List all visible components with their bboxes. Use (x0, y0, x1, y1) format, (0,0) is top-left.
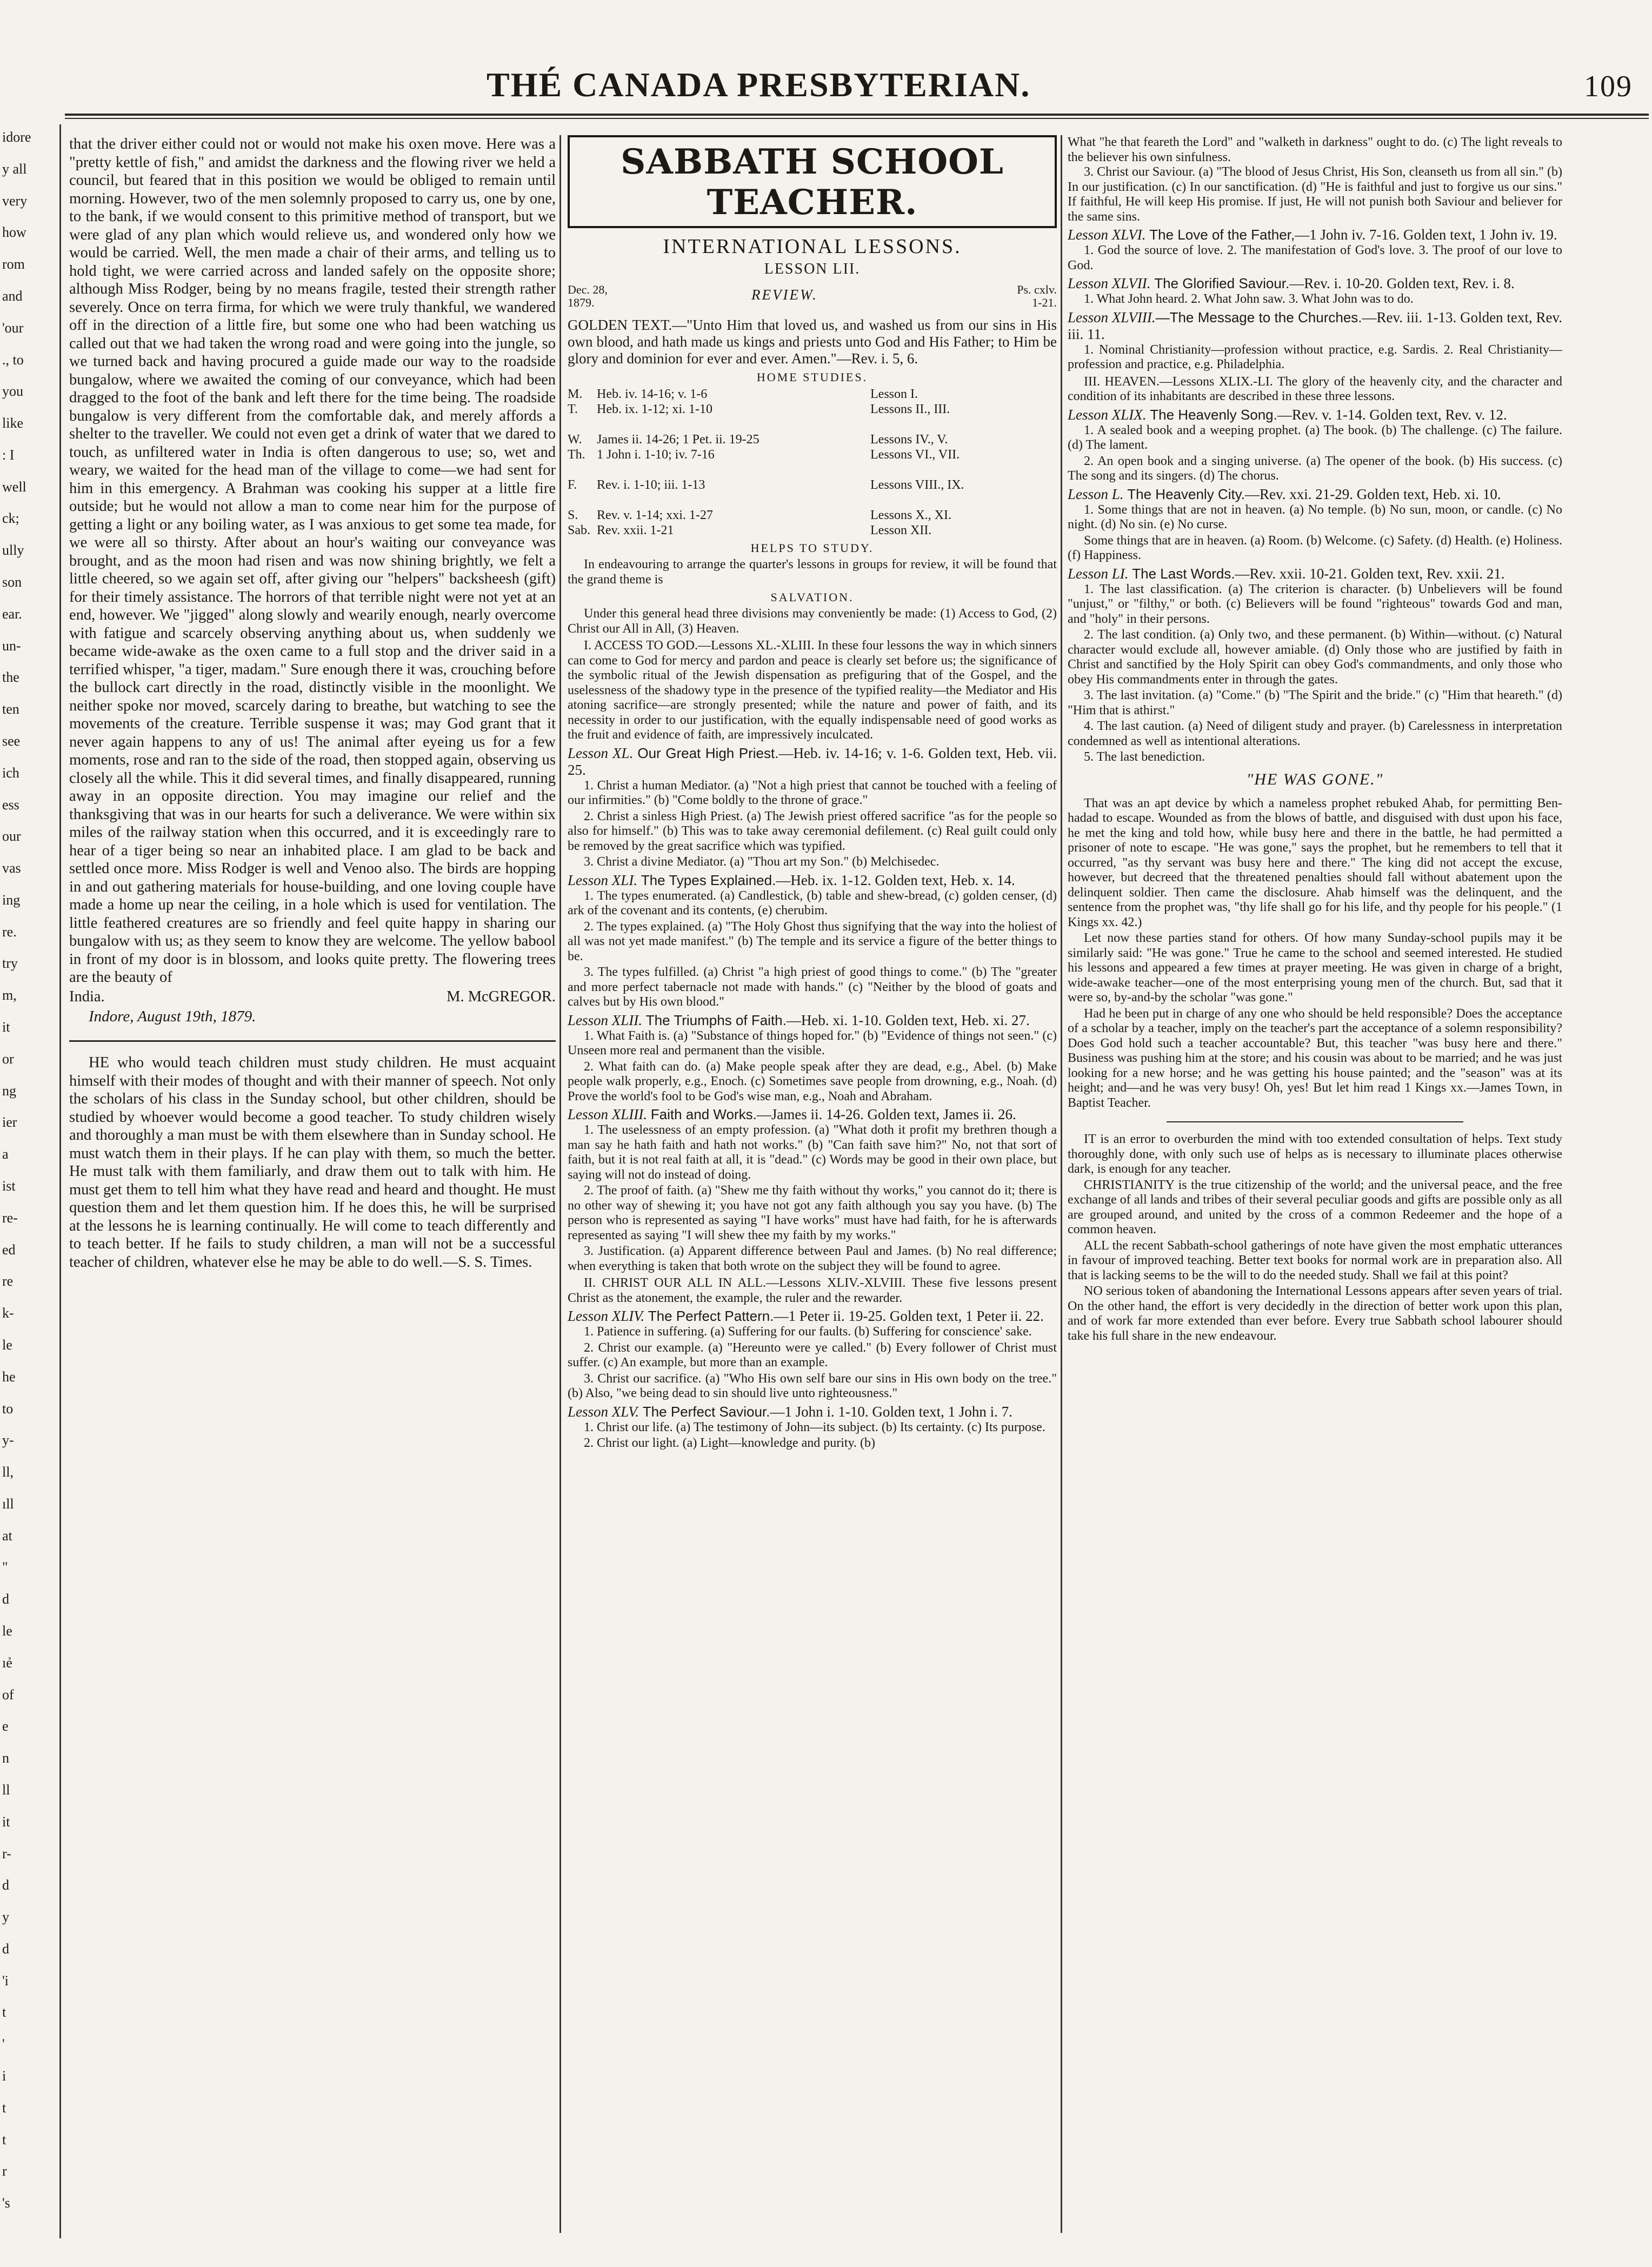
article-title: "HE WAS GONE." (1246, 770, 1384, 788)
lesson-points (1068, 343, 1562, 373)
lesson-title: Faith and Works. (650, 1106, 757, 1122)
page-number: 109 (1584, 70, 1633, 103)
review-date-day: Dec. 28, (568, 283, 608, 296)
lesson-label: Lesson XLVIII. (1068, 309, 1156, 325)
helps-title: HELPS TO STUDY. (750, 541, 874, 555)
home-study-day: F. (568, 478, 577, 492)
lesson-title: The Types Explained. (641, 872, 776, 888)
home-study-lesson: Lesson I. (870, 387, 918, 401)
signature-line (69, 988, 556, 1006)
margin-fragment: ıẻ (2, 1655, 12, 1671)
lesson-heading (1068, 566, 1562, 582)
lesson-points (568, 889, 1057, 1010)
margin-fragment: ier (2, 1114, 17, 1130)
lesson-reference: —Rev. v. 1-14. Golden text, Rev. v. 12. (1277, 406, 1507, 423)
helps-intro: In endeavouring to arrange the quarter's lessons in groups for review, it will be found that the grand theme is (568, 557, 1057, 587)
column-rule-left (559, 135, 561, 2233)
home-studies-list (568, 387, 1057, 538)
margin-fragment: le (2, 1337, 12, 1353)
lesson-points (1068, 582, 1562, 765)
paragraph: 2. An open book and a singing universe. (a) The opener of the book. (b) His success. (c) The song and its singers. (d) The chorus. (1068, 454, 1562, 483)
paragraph: 1. The types enumerated. (a) Candlestick, (b) table and shew-bread, (c) golden censer, (d) ark of the covenant and its contents, (e) cherubim. (568, 888, 1057, 918)
lesson-block (1068, 309, 1562, 373)
running-title: THÉ CANADA PRESBYTERIAN. (487, 65, 1031, 104)
paragraph: 3. The last invitation. (a) "Come." (b) "The Spirit and the bride." (c) "Him that heareth." (d) "Him that is athirst." (1068, 688, 1562, 717)
home-study-lesson: Lessons IV., V. (870, 433, 948, 447)
lesson-heading (568, 1308, 1057, 1325)
lesson-reference: —Rev. i. 10-20. Golden text, Rev. i. 8. (1289, 275, 1515, 291)
margin-fragment: y all (2, 161, 27, 177)
paragraph: Had he been put in charge of any one who should be held responsible? Does the acceptance of a scholar by a teacher, imply on the teacher's part the acceptance of a solemn responsibility? Does God hold such a teacher accountable? But, this teacher "was busy here and there." Business was pushing him at the store; and his cousin was about to be married; and he was just looking for a new horse; and he was getting his house painted; and the "season" was at its height; and—and he was very busy! Oh, yes! But let him read 1 Kings xx.—James Town, in Baptist Teacher. (1068, 1006, 1562, 1110)
margin-fragment: a (2, 1146, 9, 1162)
review-psalm (1017, 283, 1057, 309)
paragraph: CHRISTIANITY is the true citizenship of the world; and the universal peace, and the free exchange of all lands and tribes of their several peculiar goods and gifts are possible only as all are grouped around, and united by the cross of a common Redeemer and the hope of a common heaven. (1068, 1178, 1562, 1236)
right-column (1068, 135, 1562, 2233)
lesson-title: Our Great High Priest. (637, 744, 779, 761)
margin-fragment: ich (2, 765, 19, 781)
margin-fragment: rom (2, 256, 25, 272)
home-study-ref: James ii. 14-26; 1 Pet. ii. 19-25 (597, 433, 760, 447)
margin-fragment: ' (2, 2036, 5, 2052)
margin-fragment: ing (2, 892, 21, 908)
header-rule (65, 114, 1649, 116)
margin-fragment: 'our (2, 320, 24, 336)
lesson-label: Lesson L. (1068, 486, 1124, 502)
home-study-lesson: Lessons X., XI. (870, 508, 951, 522)
home-study-ref: 1 John i. 1-10; iv. 7-16 (597, 448, 715, 462)
margin-fragment: ully (2, 542, 24, 558)
home-study-row (568, 447, 1057, 477)
lesson-number: LESSON LII. (764, 261, 861, 277)
lesson-block (568, 745, 1057, 870)
margin-fragment: : I (2, 447, 15, 463)
lesson-points (1068, 423, 1562, 484)
margin-fragment: it (2, 1019, 10, 1035)
home-study-row (568, 387, 1057, 402)
margin-fragment: y (2, 1909, 9, 1925)
lesson-label: Lesson XLVI. (1068, 227, 1146, 243)
margin-fragment: 's (2, 2195, 10, 2211)
paragraph: 3. Christ a divine Mediator. (a) "Thou art my Son." (b) Melchisedec. (584, 855, 940, 869)
lesson-reference: —Rev. xxii. 10-21. Golden text, Rev. xxii. 21. (1235, 565, 1505, 582)
margin-fragment: t (2, 2004, 6, 2020)
margin-fragment: ıll (2, 1496, 14, 1512)
margin-fragment: ng (2, 1083, 16, 1099)
facing-page-margin-fragments (2, 130, 35, 2267)
home-study-day: Sab. (568, 523, 590, 537)
paragraph: 1. Christ a human Mediator. (a) "Not a high priest that cannot be touched with a feeling of our infirmities." (b) "Come boldly to the throne of grace." (568, 778, 1057, 807)
margin-fragment: or (2, 1051, 14, 1067)
home-study-row (568, 402, 1057, 432)
margin-fragment: ed (2, 1242, 16, 1258)
margin-fragment: idore (2, 129, 31, 145)
margin-fragment: d (2, 1591, 9, 1607)
margin-fragment: r- (2, 1846, 11, 1862)
home-study-day: W. (568, 433, 582, 447)
paragraph: 1. Christ our life. (a) The testimony of John—its subject. (b) Its certainty. (c) Its purpose. (584, 1420, 1045, 1434)
lesson-title: The Perfect Pattern. (648, 1308, 774, 1324)
paragraph: 5. The last benediction. (1084, 750, 1205, 764)
lesson-block (568, 1308, 1057, 1401)
lesson-title: The Heavenly Song. (1150, 406, 1277, 423)
lesson-heading (1068, 227, 1562, 243)
margin-fragment: ist (2, 1178, 16, 1194)
lesson-label: Lesson XLIV. (568, 1308, 645, 1324)
margin-fragment: " (2, 1559, 8, 1575)
lesson-reference: —Rev. xxi. 21-29. Golden text, Heb. xi. 10. (1245, 486, 1501, 502)
review-title: REVIEW. (751, 287, 818, 303)
lesson-block (1068, 275, 1562, 307)
margin-fragment: how (2, 224, 26, 240)
lesson-block (568, 1404, 1057, 1451)
lesson-reference: —1 Peter ii. 19-25. Golden text, 1 Peter ii. 22. (774, 1308, 1044, 1324)
home-study-day: Th. (568, 448, 585, 462)
margin-fragment: re (2, 1273, 14, 1289)
lesson-points (568, 779, 1057, 870)
part-three: III. HEAVEN.—Lessons XLIX.-LI. The glory of the heavenly city, and the character and condition of its inhabitants are described in these three lessons. (1068, 374, 1562, 403)
margin-fragment: well (2, 479, 26, 495)
lesson-label: Lesson XLI. (568, 872, 638, 888)
lesson-points (568, 1420, 1057, 1451)
paragraph: NO serious token of abandoning the International Lessons appears after seven years of trial. On the other hand, the effort is very decidedly in the direction of better work upon this plan, and of work far more extended than ever before. Every true Sabbath school labourer should take his full share in the new endeavour. (1068, 1284, 1562, 1343)
margin-fragment: to (2, 1401, 14, 1417)
home-studies-title: HOME STUDIES. (756, 370, 868, 384)
home-study-ref: Rev. v. 1-14; xxi. 1-27 (597, 508, 713, 522)
lesson-block (1068, 227, 1562, 273)
margin-fragment: and (2, 288, 23, 304)
signature-name: M. McGREGOR. (447, 988, 556, 1005)
lesson-reference: —Rev. iii. 1-13. Golden text, Rev. iii. 11. (1068, 309, 1562, 342)
paragraph: 3. The types fulfilled. (a) Christ "a high priest of good things to come." (b) The "greater and more perfect tabernacle not made with hands." (c) "Neither by the blood of goats and calves but by His own blood." (568, 965, 1057, 1009)
margin-fragment: e (2, 1718, 9, 1734)
lesson-block (568, 1106, 1057, 1274)
lesson-title: —The Message to the Churches. (1155, 309, 1362, 325)
margin-fragment: ll, (2, 1464, 14, 1480)
closing-notes (1068, 1132, 1562, 1344)
margin-fragment: n (2, 1750, 9, 1766)
header-rule-thin (65, 118, 1649, 119)
review-psalm-ref: Ps. cxlv. (1017, 283, 1057, 296)
home-study-lesson: Lessons II., III. (870, 402, 950, 416)
paragraph: 1. Some things that are not in heaven. (a) No temple. (b) No sun, moon, or candle. (c) No night. (d) No sin. (e) No curse. (1068, 502, 1562, 531)
lesson-heading (1068, 309, 1562, 343)
lesson-title: The Glorified Saviour. (1154, 275, 1290, 291)
review-date-year: 1879. (568, 296, 595, 309)
margin-fragment: re- (2, 1210, 18, 1226)
story-paragraph: that the driver either could not or would not make his oxen move. Here was a "pretty kettle of fish," and amidst the darkness and the flowing river we held a council, but feared that in this position we would be obliged to remain until morning. However, two of the men solemnly proposed to carry us, one by one, to the bank, if we would consent to this primitive method of transport, but we were glad of any plan which would relieve us, and wondered only how we would be carried. Well, the men made a chair of their arms, and telling us to hold tight, we were carried across and landed safely on the opposite shore; although Miss Rodger, being by no means fragile, tested their strength rather severely. Once on terra firma, for which we were truly thankful, we wandered off in the direction of a little fire, but some one who had been watching us called out that we had taken the wrong road and were going into the jungle, so we turned back and having procured a guide made our way to the roadside bungalow, where we awaited the coming of our conveyance, which had been dragged to the foot of the bank and left there for the time being. The roadside bungalow is very different from the comfortable dak, and merely affords a shelter to the traveller. We could not even get a drink of water that we dared to touch, as unfiltered water in India is often dangerous to use; so, wet and weary, we waited for the head man of the village to come—we had sent for him in this emergency. A Brahman was cooking his supper at a little fire outside; but he would not allow a man to come near him for the purpose of getting a light or any boiling water, as I was anxious to get some tea made, for we were all so thirsty. After about an hour's waiting our conveyance was brought, and as the moon had risen and was now shining brightly, we felt a little cheered, so we again set off, after giving our "helpers" backsheesh (gift) for their timely assistance. The horrors of that terrible night were not yet at an end, however. We "jigged" along slowly and wearily enough, nearly overcome with fatigue and scarcely observing anything about us, when suddenly we became wide-awake as the oxen came to a full stop and the driver said in a terrified whisper, "a tiger, madam." Sure enough there it was, crouching before the bullock cart directly in the road, distinctly visible in the moonlight. We neither spoke nor moved, scarcely daring to breathe, but watching to see the movements of the creature. Terrible suspense it was; may God grant that it never again happens to any of us! The animal after eyeing us for a few moments, rose and ran to the side of the road, then stopped again, observing us closely all the while. This it did several times, and finally disappeared, running away in an opposite direction. You may imagine our relief and the thanksgiving that was in our hearts for such a deliverance. We were within six miles of the railway station when this occurred, and it is exceedingly rare to hear of a tiger being so near an inhabited place. I am glad to be back and settled once more. Miss Rodger is well and Venoo also. The birds are hopping in and out gathering materials for house-building, and one loving couple have made a home up near the ceiling, in a hole which is used for ventilation. The little feathered creatures are so friendly and feel quite happy in sharing our bungalow with us; as they seem to know they are welcome. The yellow babool in front of my door is in blossom, and looks quite pretty. The flowering trees are the beauty of (69, 136, 556, 986)
home-study-ref: Rev. xxii. 1-21 (597, 523, 674, 537)
lesson-reference: —1 John iv. 7-16. Golden text, 1 John iv. 19. (1295, 227, 1557, 243)
margin-fragment: le (2, 1623, 12, 1639)
lesson-label: Lesson XL. (568, 744, 634, 761)
section-masthead: SABBATH SCHOOL TEACHER. (568, 135, 1057, 228)
paragraph: 1. The last classification. (a) The criterion is character. (b) Unbelievers will be found "unjust," or "filthy," or both. (c) Believers will be found "righteous" towards God and man, and "holy" in their persons. (1068, 582, 1562, 626)
series-title: INTERNATIONAL LESSONS. (663, 235, 962, 258)
margin-fragment: son (2, 574, 22, 590)
paragraph: That was an apt device by which a nameless prophet rebuked Ahab, for permitting Ben-hadad to escape. Wounded as from the blows of battle, and disguised with dust upon his face, he met the king and told how, while busy here and there in the battle, he had permitted a prisoner of note to escape. "He was gone," says the prophet, but he remembers to tell that it occurred, "as thy servant was busy here and there." The king did not accept the excuse, however, but decreed that the threatened penalties should fall without abatement upon the delinquent soldier. Then came the disclosure. Ahab himself was the delinquent, and the sentence from the prophet was, "thy life shall go for his life, and thy people for his people." (1 Kings xx. 42.) (1068, 796, 1562, 929)
margin-fragment: like (2, 415, 23, 431)
part-one: I. ACCESS TO GOD.—Lessons XL.-XLIII. In these four lessons the way in which sinners can come to God for mercy and pardon and peace is clearly set before us; the significance of the symbolic ritual of the Jewish dispensation as prefiguring that of the Gospel, and the uselessness of the shadowy type in the presence of the typified reality—the Mediator and His atoning sacrifice—are strongly presented; while the nature and power of faith, and its necessity in order to our justification, with the equally indispensable need of good works as the fruit and evidence of faith, are impressively inculcated. (568, 639, 1057, 742)
margin-fragment: d (2, 1941, 9, 1957)
home-study-ref: Heb. ix. 1-12; xi. 1-10 (597, 402, 712, 416)
lesson-reference: —1 John i. 1-10. Golden text, 1 John i. 7. (770, 1403, 1012, 1420)
margin-fragment: vas (2, 860, 21, 876)
paragraph: 1. God the source of love. 2. The manifestation of God's love. 3. The proof of our love to God. (1068, 243, 1562, 272)
review-date (568, 283, 608, 309)
continued-text: What "he that feareth the Lord" and "walketh in darkness" ought to do. (c) The light reveals to the believer his own sinfulness. (1068, 135, 1562, 164)
home-study-day: S. (568, 508, 578, 522)
paragraph: IT is an error to overburden the mind with too extended consultation of helps. Text study thoroughly done, with only such use of helps as is necessary to illuminate places otherwise dark, is enough for any teacher. (1068, 1132, 1562, 1176)
lesson-reference: —Heb. xi. 1-10. Golden text, Heb. xi. 27. (786, 1012, 1030, 1028)
margin-fragment: 'i (2, 1973, 9, 1989)
margin-fragment: re. (2, 924, 17, 940)
home-study-lesson: Lesson XII. (870, 523, 932, 537)
margin-fragment: ll (2, 1782, 10, 1798)
lesson-points (1068, 243, 1562, 273)
paragraph: 1. What Faith is. (a) "Substance of things hoped for." (b) "Evidence of things not seen." (c) Unseen more real and permanent than the visible. (568, 1028, 1057, 1058)
paragraph: 1. The uselessness of an empty profession. (a) "What doth it profit my brethren though a man say he hath faith and hath not works." (b) "Can faith save him?" No, not that sort of faith, but it is not real faith at all, it is "dead." (c) Words may be good in their own place, but saying will not do instead of doing. (568, 1123, 1057, 1182)
teachers-article: HE who would teach children must study children. He must acquaint himself with their modes of thought and with their manner of speech. Not only the scholars of his class in the Sunday school, but other children, should be studied by whoever would become a good teacher. To study children wisely and thoroughly a man must be with them elsewhere than in Sunday school. He must watch them in their plays. If he can play with them, so much the better. He must talk with them familiarly, and draw them out to talk with him. He must get them to tell him what they have read and heard and thought. He must question them and let them question him. If he does this, he will be surprised at the lessons he is learning continually. He will come to teach differently and to teach better. If he fails to study children, a man will not be a successful teacher of children, whatever else he may be able to do well.—S. S. Times. (69, 1054, 556, 1271)
lesson-reference: —James ii. 14-26. Golden text, James ii. 26. (756, 1106, 1016, 1122)
margin-fragment: see (2, 733, 21, 749)
lesson-heading (568, 872, 1057, 889)
paragraph: 1. Nominal Christianity—profession without practice, e.g. Sardis. 2. Real Christianity—profession and practice, e.g. Philadelphia. (1068, 342, 1562, 371)
lesson-points (568, 1029, 1057, 1105)
lesson-heading (568, 1404, 1057, 1420)
review-heading (568, 282, 1057, 314)
review-psalm-verses: 1-21. (1032, 296, 1057, 309)
margin-fragment: you (2, 383, 23, 399)
home-study-row (568, 477, 1057, 508)
paragraph: 2. The last condition. (a) Only two, and these permanent. (b) Within—without. (c) Natural character would exclude all, however amiable. (d) Only those who are justified by faith in Christ and sanctified by the Holy Spirit can obey God's commandments, and only those who obey His commandments enter in through the gates. (1068, 628, 1562, 687)
home-study-row (568, 432, 1057, 447)
golden-text: GOLDEN TEXT.—"Unto Him that loved us, and washed us from our sins in His own blood, and hath made us kings and priests unto God and His Father; to Him be glory and dominion for ever and ever. Amen."—Rev. i. 5, 6. (568, 317, 1057, 367)
margin-fragment: y- (2, 1432, 14, 1448)
salvation-title: SALVATION. (770, 590, 854, 604)
margin-fragment: at (2, 1528, 12, 1544)
lesson-block (1068, 566, 1562, 765)
part-two: II. CHRIST OUR ALL IN ALL.—Lessons XLIV.-XLVIII. These five lessons present Christ as the atonement, the example, the ruler and the rewarder. (568, 1276, 1057, 1305)
paragraph: 2. The proof of faith. (a) "Shew me thy faith without thy works," you cannot do it; there is no other way of shewing it; you have not got any faith although you say you have. (b) The person who is represented as saying "I have works" must have had faith, for he is afterwards represented as saying "I will shew thee my faith by my works." (568, 1184, 1057, 1242)
lesson-title: The Perfect Saviour. (642, 1403, 770, 1420)
margin-fragment: m, (2, 987, 17, 1003)
paragraph: 2. The types explained. (a) "The Holy Ghost thus signifying that the way into the holiest of all was not yet made manifest." (b) The temple and its service a figure of the better things to be. (568, 919, 1057, 963)
lesson-label: Lesson XLIII. (568, 1106, 647, 1122)
home-study-day: M. (568, 387, 583, 401)
paragraph: 4. The last caution. (a) Need of diligent study and prayer. (b) Carelessness in interpretation condemned as well as intentional alterations. (1068, 719, 1562, 748)
lesson-block (568, 1012, 1057, 1105)
paragraph: ALL the recent Sabbath-school gatherings of note have given the most emphatic utterances in favour of improved teaching. Better text books for normal work are in preparation also. All that is lacking seems to be the will to do the needed study. Shall we fail at this point? (1068, 1238, 1562, 1282)
margin-fragment: ., to (2, 352, 24, 368)
lesson-title: The Triumphs of Faith. (645, 1012, 787, 1028)
lesson-title: The Last Words. (1132, 565, 1235, 582)
lesson-label: Lesson XLIX. (1068, 406, 1147, 423)
lesson-title: The Heavenly City. (1127, 486, 1245, 502)
running-head (0, 65, 1652, 114)
home-study-lesson: Lessons VIII., IX. (870, 478, 964, 492)
margin-fragment: un- (2, 638, 21, 654)
lesson-points (1068, 292, 1562, 307)
margin-fragment: ck; (2, 510, 19, 526)
home-study-row (568, 508, 1057, 523)
article-separator (69, 1040, 556, 1042)
signature-place: India. (69, 988, 105, 1005)
lesson-label: Lesson XLVII. (1068, 275, 1151, 291)
paragraph: 3. Justification. (a) Apparent difference between Paul and James. (b) No real difference; when everything is taken that both wrote on the subject they will be found to agree. (568, 1244, 1057, 1273)
margin-rule (59, 124, 61, 2238)
lesson-reference: —Heb. iv. 14-16; v. 1-6. Golden text, Heb. vii. 25. (568, 744, 1057, 778)
left-column (69, 135, 556, 2233)
home-study-lesson: Lessons VI., VII. (870, 448, 960, 462)
margin-fragment: the (2, 669, 19, 685)
lesson-heading (568, 1012, 1057, 1029)
lesson-label: Lesson LI. (1068, 565, 1129, 582)
margin-fragment: of (2, 1687, 14, 1703)
lesson-heading (1068, 486, 1562, 503)
home-study-day: T. (568, 402, 578, 416)
paragraph: 1. What John heard. 2. What John saw. 3. What John was to do. (1084, 292, 1414, 306)
paragraph: 1. Patience in suffering. (a) Suffering for our faults. (b) Suffering for conscience' sake. (584, 1325, 1032, 1339)
salvation-intro: Under this general head three divisions may conveniently be made: (1) Access to God, (2) Christ our All in All, (3) Heaven. (568, 607, 1057, 636)
paragraph: 3. Christ our sacrifice. (a) "Who His own self bare our sins in His own body on the tree." (b) Also, "we being dead to sin should live unto righteousness." (568, 1371, 1057, 1400)
lesson-heading (1068, 275, 1562, 292)
margin-fragment: t (2, 2132, 6, 2148)
lesson-label: Lesson XLII. (568, 1012, 643, 1028)
margin-fragment: our (2, 828, 21, 844)
margin-fragment: k- (2, 1305, 14, 1321)
paragraph: 1. A sealed book and a weeping prophet. (a) The book. (b) The challenge. (c) The failure. (d) The lament. (1068, 423, 1562, 452)
margin-fragment: ten (2, 701, 19, 717)
margin-fragment: try (2, 955, 18, 971)
lesson-heading (1068, 407, 1562, 423)
lesson-points (568, 1123, 1057, 1274)
paragraph: 2. Christ our light. (a) Light—knowledge and purity. (b) (584, 1436, 876, 1450)
paragraph: Let now these parties stand for others. Of how many Sunday-school pupils may it be similarly said: "He was gone." True he came to the school and seemed interested. He studied his lessons and appeared a few times at prayer meeting. He was given in charge of a bright, wide-awake teacher—one of the most enterprising young men of the church. But, sad that it were so, by-and-by the scholar "was gone." (1068, 931, 1562, 1005)
lesson-heading (568, 745, 1057, 779)
home-study-ref: Heb. iv. 14-16; v. 1-6 (597, 387, 708, 401)
margin-fragment: r (2, 2163, 7, 2179)
paragraph: 2. What faith can do. (a) Make people speak after they are dead, e.g., Abel. (b) Make people walk properly, e.g., Enoch. (c) Sometimes save people from drowning, e.g., Noah. (d) Prove the world's fool to be God's wise man, e.g., Noah and Abraham. (568, 1059, 1057, 1103)
home-study-ref: Rev. i. 1-10; iii. 1-13 (597, 478, 705, 492)
lesson-block (1068, 486, 1562, 563)
he-was-gone-article (1068, 796, 1562, 1111)
middle-column (568, 135, 1057, 2233)
paragraph: 2. Christ a sinless High Priest. (a) The Jewish priest offered sacrifice "as for the people so also for himself." (b) This was to take away ceremonial defilement. (c) Real guilt could only be removed by the great sacrifice which was typified. (568, 809, 1057, 853)
lesson-points (1068, 503, 1562, 563)
paragraph: 2. Christ our example. (a) "Hereunto were ye called." (b) Every follower of Christ must suffer. (c) An example, but more than an example. (568, 1340, 1057, 1369)
margin-fragment: i (2, 2068, 6, 2084)
paragraph: Some things that are in heaven. (a) Room. (b) Welcome. (c) Safety. (d) Health. (e) Holiness. (f) Happiness. (1068, 533, 1562, 562)
column-rule-right (1061, 135, 1062, 2233)
lesson-block (1068, 407, 1562, 484)
lesson-label: Lesson XLV. (568, 1403, 640, 1420)
lesson-title: The Love of the Father, (1149, 227, 1295, 243)
margin-fragment: very (2, 193, 28, 209)
home-study-row (568, 523, 1057, 538)
margin-fragment: he (2, 1369, 16, 1385)
lesson-block (568, 872, 1057, 1010)
margin-fragment: ear. (2, 606, 22, 622)
article-separator (1167, 1121, 1463, 1122)
dateline: Indore, August 19th, 1879. (89, 1008, 256, 1025)
lesson-points (568, 1325, 1057, 1401)
margin-fragment: d (2, 1877, 9, 1893)
lesson-reference: —Heb. ix. 1-12. Golden text, Heb. x. 14. (776, 872, 1015, 888)
margin-fragment: it (2, 1814, 10, 1830)
margin-fragment: t (2, 2100, 6, 2116)
lesson-point: 3. Christ our Saviour. (a) "The blood of Jesus Christ, His Son, cleanseth us from all sin." (b) In our justification. (c) In our sanctification. (d) "He is faithful and just to forgive us our sins." If faithful, He will keep His promise. If just, He will not punish both Saviour and believer for the same sins. (1068, 165, 1562, 224)
margin-fragment: ess (2, 797, 19, 813)
lesson-heading (568, 1106, 1057, 1123)
